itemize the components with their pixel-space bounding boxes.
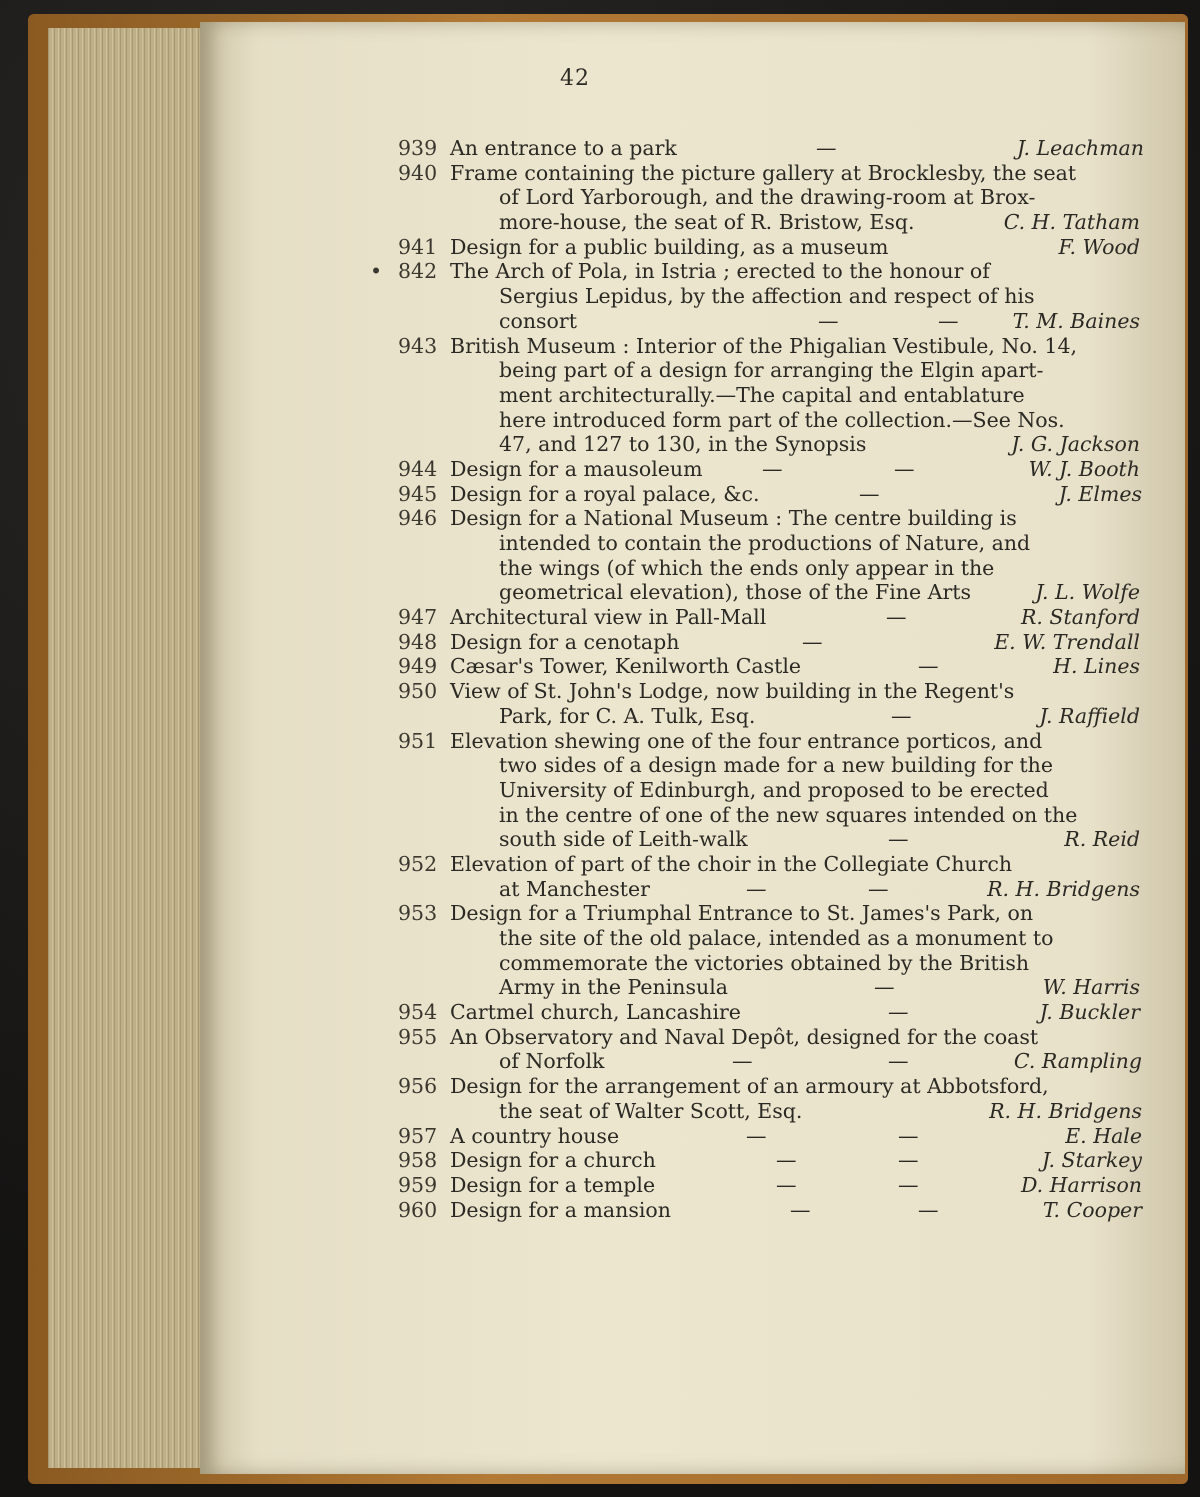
catalogue-entry — [398, 654, 1140, 679]
entry-text: of Lord Yarborough, and the drawing-room at Brox- — [499, 185, 1036, 210]
entry-text: Design for a mausoleum — [450, 456, 703, 481]
entry-text: Design for a public building, as a museum — [450, 234, 889, 259]
author-name: H. Lines — [1053, 654, 1140, 679]
catalogue-entry — [398, 679, 1140, 728]
author-name: J. Elmes — [1058, 481, 1142, 506]
entry-line — [398, 877, 1140, 902]
em-dash: — — [898, 1123, 919, 1148]
catalogue-entry — [398, 1148, 1140, 1173]
entry-text: Frame containing the picture gallery at Brocklesby, the seat — [450, 160, 1077, 185]
entry-text: south side of Leith-walk — [499, 827, 748, 852]
entry-text: the seat of Walter Scott, Esq. — [499, 1098, 803, 1123]
entry-text: being part of a design for arranging the Elgin apart- — [499, 358, 1044, 383]
em-dash: — — [886, 605, 907, 630]
author-name: J. L. Wolfe — [1035, 580, 1140, 605]
entry-line — [398, 1049, 1140, 1074]
entry-line — [398, 1000, 1140, 1025]
entry-line — [398, 580, 1140, 605]
entry-line — [398, 1025, 1140, 1050]
entry-number: 957 — [398, 1123, 438, 1148]
entry-line — [398, 901, 1140, 926]
entry-line — [398, 482, 1140, 507]
entry-number: 947 — [398, 605, 438, 630]
entry-line — [398, 951, 1140, 976]
entry-line — [398, 1198, 1140, 1223]
author-name: R. Stanford — [1020, 605, 1140, 630]
entry-text: of Norfolk — [499, 1049, 605, 1074]
entry-line — [398, 975, 1140, 1000]
entry-number: 960 — [398, 1197, 438, 1222]
em-dash: — — [746, 1123, 767, 1148]
entry-line — [398, 383, 1140, 408]
entry-line — [398, 1074, 1140, 1099]
catalogue-entry — [398, 1025, 1140, 1074]
catalogue-entry — [398, 852, 1140, 901]
entry-number: 952 — [398, 851, 438, 876]
entry-number: 842 — [398, 259, 438, 284]
catalogue-entry — [398, 136, 1144, 161]
author-name: F. Wood — [1058, 234, 1140, 259]
author-name: C. Rampling — [1013, 1049, 1142, 1074]
author-name: D. Harrison — [1020, 1172, 1142, 1197]
em-dash: — — [818, 308, 839, 333]
entry-line — [398, 753, 1140, 778]
em-dash: — — [888, 1000, 909, 1025]
entry-text: in the centre of one of the new squares intended on the — [499, 802, 1078, 827]
entry-text: the site of the old palace, intended as a monument to — [499, 926, 1054, 950]
entry-line — [398, 803, 1140, 828]
catalogue-entry — [398, 1074, 1140, 1123]
entry-line — [398, 408, 1140, 433]
em-dash: — — [918, 1197, 939, 1222]
author-name: J. Buckler — [1039, 1000, 1140, 1025]
catalogue-entry — [398, 482, 1140, 507]
entry-text: Park, for C. A. Tulk, Esq. — [499, 703, 756, 728]
entry-number: 958 — [398, 1148, 438, 1173]
entry-number: 953 — [398, 901, 438, 926]
entry-text: An entrance to a park — [450, 136, 677, 160]
author-name: R. Reid — [1064, 827, 1140, 852]
catalogue-entry — [398, 235, 1140, 260]
entry-line — [398, 284, 1140, 309]
author-name: E. W. Trendall — [994, 629, 1140, 654]
entry-text: Elevation shewing one of the four entrance porticos, and — [450, 728, 1043, 753]
entry-line — [398, 506, 1140, 531]
entry-text: commemorate the victories obtained by the British — [499, 950, 1030, 975]
entry-text: British Museum : Interior of the Phigalian Vestibule, No. 14, — [450, 333, 1078, 358]
entry-number: 939 — [398, 136, 438, 160]
author-name: W. J. Booth — [1028, 456, 1140, 481]
entry-text: at Manchester — [499, 876, 650, 901]
entry-line — [398, 1173, 1140, 1198]
catalogue-entry — [398, 506, 1140, 605]
entry-line — [398, 827, 1140, 852]
entry-line — [398, 210, 1140, 235]
entry-number: 940 — [398, 160, 438, 185]
entry-text: 47, and 127 to 130, in the Synopsis — [499, 432, 867, 457]
em-dash: — — [868, 876, 889, 901]
page-edges — [48, 28, 210, 1468]
entry-line — [398, 457, 1140, 482]
em-dash: — — [776, 1172, 797, 1197]
catalogue-entry — [398, 334, 1140, 457]
em-dash: — — [762, 456, 783, 481]
entry-text: A country house — [450, 1123, 620, 1148]
entry-number: 944 — [398, 456, 438, 481]
entry-text: ment architecturally.—The capital and entablature — [499, 382, 1025, 407]
entry-text: Design for a royal palace, &c. — [450, 481, 760, 506]
em-dash: — — [732, 1049, 753, 1074]
author-name: C. H. Tatham — [1003, 210, 1140, 235]
entry-line — [398, 679, 1140, 704]
entry-text: Design for a church — [450, 1148, 656, 1173]
author-name: T. M. Baines — [1012, 308, 1140, 333]
author-name: R. H. Bridgens — [987, 876, 1140, 901]
entry-text: University of Edinburgh, and proposed to be erected — [499, 777, 1049, 802]
entry-text: View of St. John's Lodge, now building in the Regent's — [450, 679, 1015, 704]
entry-text: two sides of a design made for a new building for the — [499, 753, 1053, 778]
entry-text: Design for a Triumphal Entrance to St. James's Park, on — [450, 901, 1034, 926]
catalogue-entry — [398, 1124, 1140, 1149]
em-dash: — — [938, 308, 959, 333]
page-number: 42 — [560, 66, 590, 91]
entry-line — [398, 309, 1140, 334]
em-dash: — — [888, 1049, 909, 1074]
entry-line — [398, 852, 1140, 877]
entry-line — [398, 1148, 1140, 1173]
em-dash: — — [816, 136, 837, 160]
entry-text: Design for a temple — [450, 1172, 656, 1197]
entry-line — [398, 334, 1140, 359]
author-name: J. Raffield — [1039, 703, 1140, 728]
entry-text: the wings (of which the ends only appear in the — [499, 555, 995, 580]
entry-number: 951 — [398, 728, 438, 753]
entry-number: 948 — [398, 629, 438, 654]
em-dash: — — [918, 654, 939, 679]
author-name: T. Cooper — [1042, 1197, 1142, 1222]
em-dash: — — [888, 827, 909, 852]
entry-text: here introduced form part of the collection.—See Nos. — [499, 407, 1065, 432]
entry-line — [398, 704, 1140, 729]
entry-number: 959 — [398, 1172, 438, 1197]
entry-text: Cartmel church, Lancashire — [450, 1000, 741, 1025]
entry-text: consort — [499, 308, 577, 333]
entry-line — [398, 161, 1140, 186]
entry-line — [398, 630, 1140, 655]
entry-line — [398, 358, 1140, 383]
entry-text: Design for a mansion — [450, 1197, 671, 1222]
entry-line — [398, 926, 1140, 951]
author-name: J. Leachman — [1016, 136, 1144, 160]
em-dash: — — [746, 876, 767, 901]
catalogue-entry — [398, 1198, 1140, 1223]
entry-number: 956 — [398, 1074, 438, 1099]
entry-line — [398, 185, 1140, 210]
entry-text: Design for the arrangement of an armoury at Abbotsford, — [450, 1074, 1049, 1099]
entry-text: Sergius Lepidus, by the affection and respect of his — [499, 284, 1035, 309]
entry-line — [398, 136, 1144, 161]
entry-line — [370, 259, 1140, 284]
entry-number: 945 — [398, 481, 438, 506]
entry-line — [398, 432, 1140, 457]
entry-text: Army in the Peninsula — [499, 975, 728, 1000]
catalogue-entry — [398, 1173, 1140, 1198]
entry-number: 950 — [398, 679, 438, 704]
entry-number: 941 — [398, 234, 438, 259]
em-dash: — — [898, 1172, 919, 1197]
entry-number: 955 — [398, 1024, 438, 1049]
em-dash: — — [894, 456, 915, 481]
entry-line — [398, 778, 1140, 803]
catalogue-entry — [398, 1000, 1140, 1025]
author-name: J. G. Jackson — [1011, 432, 1140, 457]
catalogue-entry — [398, 901, 1140, 1000]
entry-line — [398, 605, 1140, 630]
entry-text: Cæsar's Tower, Kenilworth Castle — [450, 654, 802, 679]
entry-line — [398, 654, 1140, 679]
entry-text: Design for a National Museum : The centre building is — [450, 506, 1017, 531]
entry-text: Architectural view in Pall-Mall — [450, 605, 767, 630]
catalogue-entry — [398, 630, 1140, 655]
catalogue-entry — [398, 161, 1140, 235]
entry-text: The Arch of Pola, in Istria ; erected to the honour of — [450, 259, 990, 284]
entry-text: An Observatory and Naval Depôt, designed for the coast — [450, 1024, 1039, 1049]
author-name: W. Harris — [1042, 975, 1140, 1000]
em-dash: — — [874, 975, 895, 1000]
em-dash: — — [898, 1148, 919, 1173]
entry-number: 949 — [398, 654, 438, 679]
catalogue-entry — [398, 729, 1140, 852]
catalogue-entry — [398, 457, 1140, 482]
entry-line — [398, 235, 1140, 260]
author-name: E. Hale — [1065, 1123, 1142, 1148]
entry-number: 954 — [398, 1000, 438, 1025]
entry-text: more-house, the seat of R. Bristow, Esq. — [499, 210, 915, 235]
em-dash: — — [859, 481, 880, 506]
author-name: R. H. Bridgens — [989, 1098, 1142, 1123]
catalogue-entry — [398, 605, 1140, 630]
entry-line — [398, 1124, 1140, 1149]
entry-number: 946 — [398, 506, 438, 531]
catalogue-list — [370, 136, 1144, 1222]
entry-line — [398, 729, 1140, 754]
entry-text: Elevation of part of the choir in the Collegiate Church — [450, 851, 1013, 876]
em-dash: — — [802, 629, 823, 654]
em-dash: — — [891, 703, 912, 728]
entry-text: intended to contain the productions of Nature, and — [499, 531, 1031, 555]
em-dash: — — [776, 1148, 797, 1173]
entry-text: Design for a cenotaph — [450, 629, 680, 654]
entry-text: geometrical elevation), those of the Fine Arts — [499, 580, 972, 605]
entry-line — [398, 531, 1140, 556]
entry-number: 943 — [398, 333, 438, 358]
entry-line — [398, 556, 1140, 581]
margin-mark: • — [370, 259, 383, 284]
author-name: J. Starkey — [1041, 1148, 1142, 1173]
entry-line — [398, 1099, 1140, 1124]
catalogue-entry — [370, 259, 1140, 333]
em-dash: — — [790, 1197, 811, 1222]
